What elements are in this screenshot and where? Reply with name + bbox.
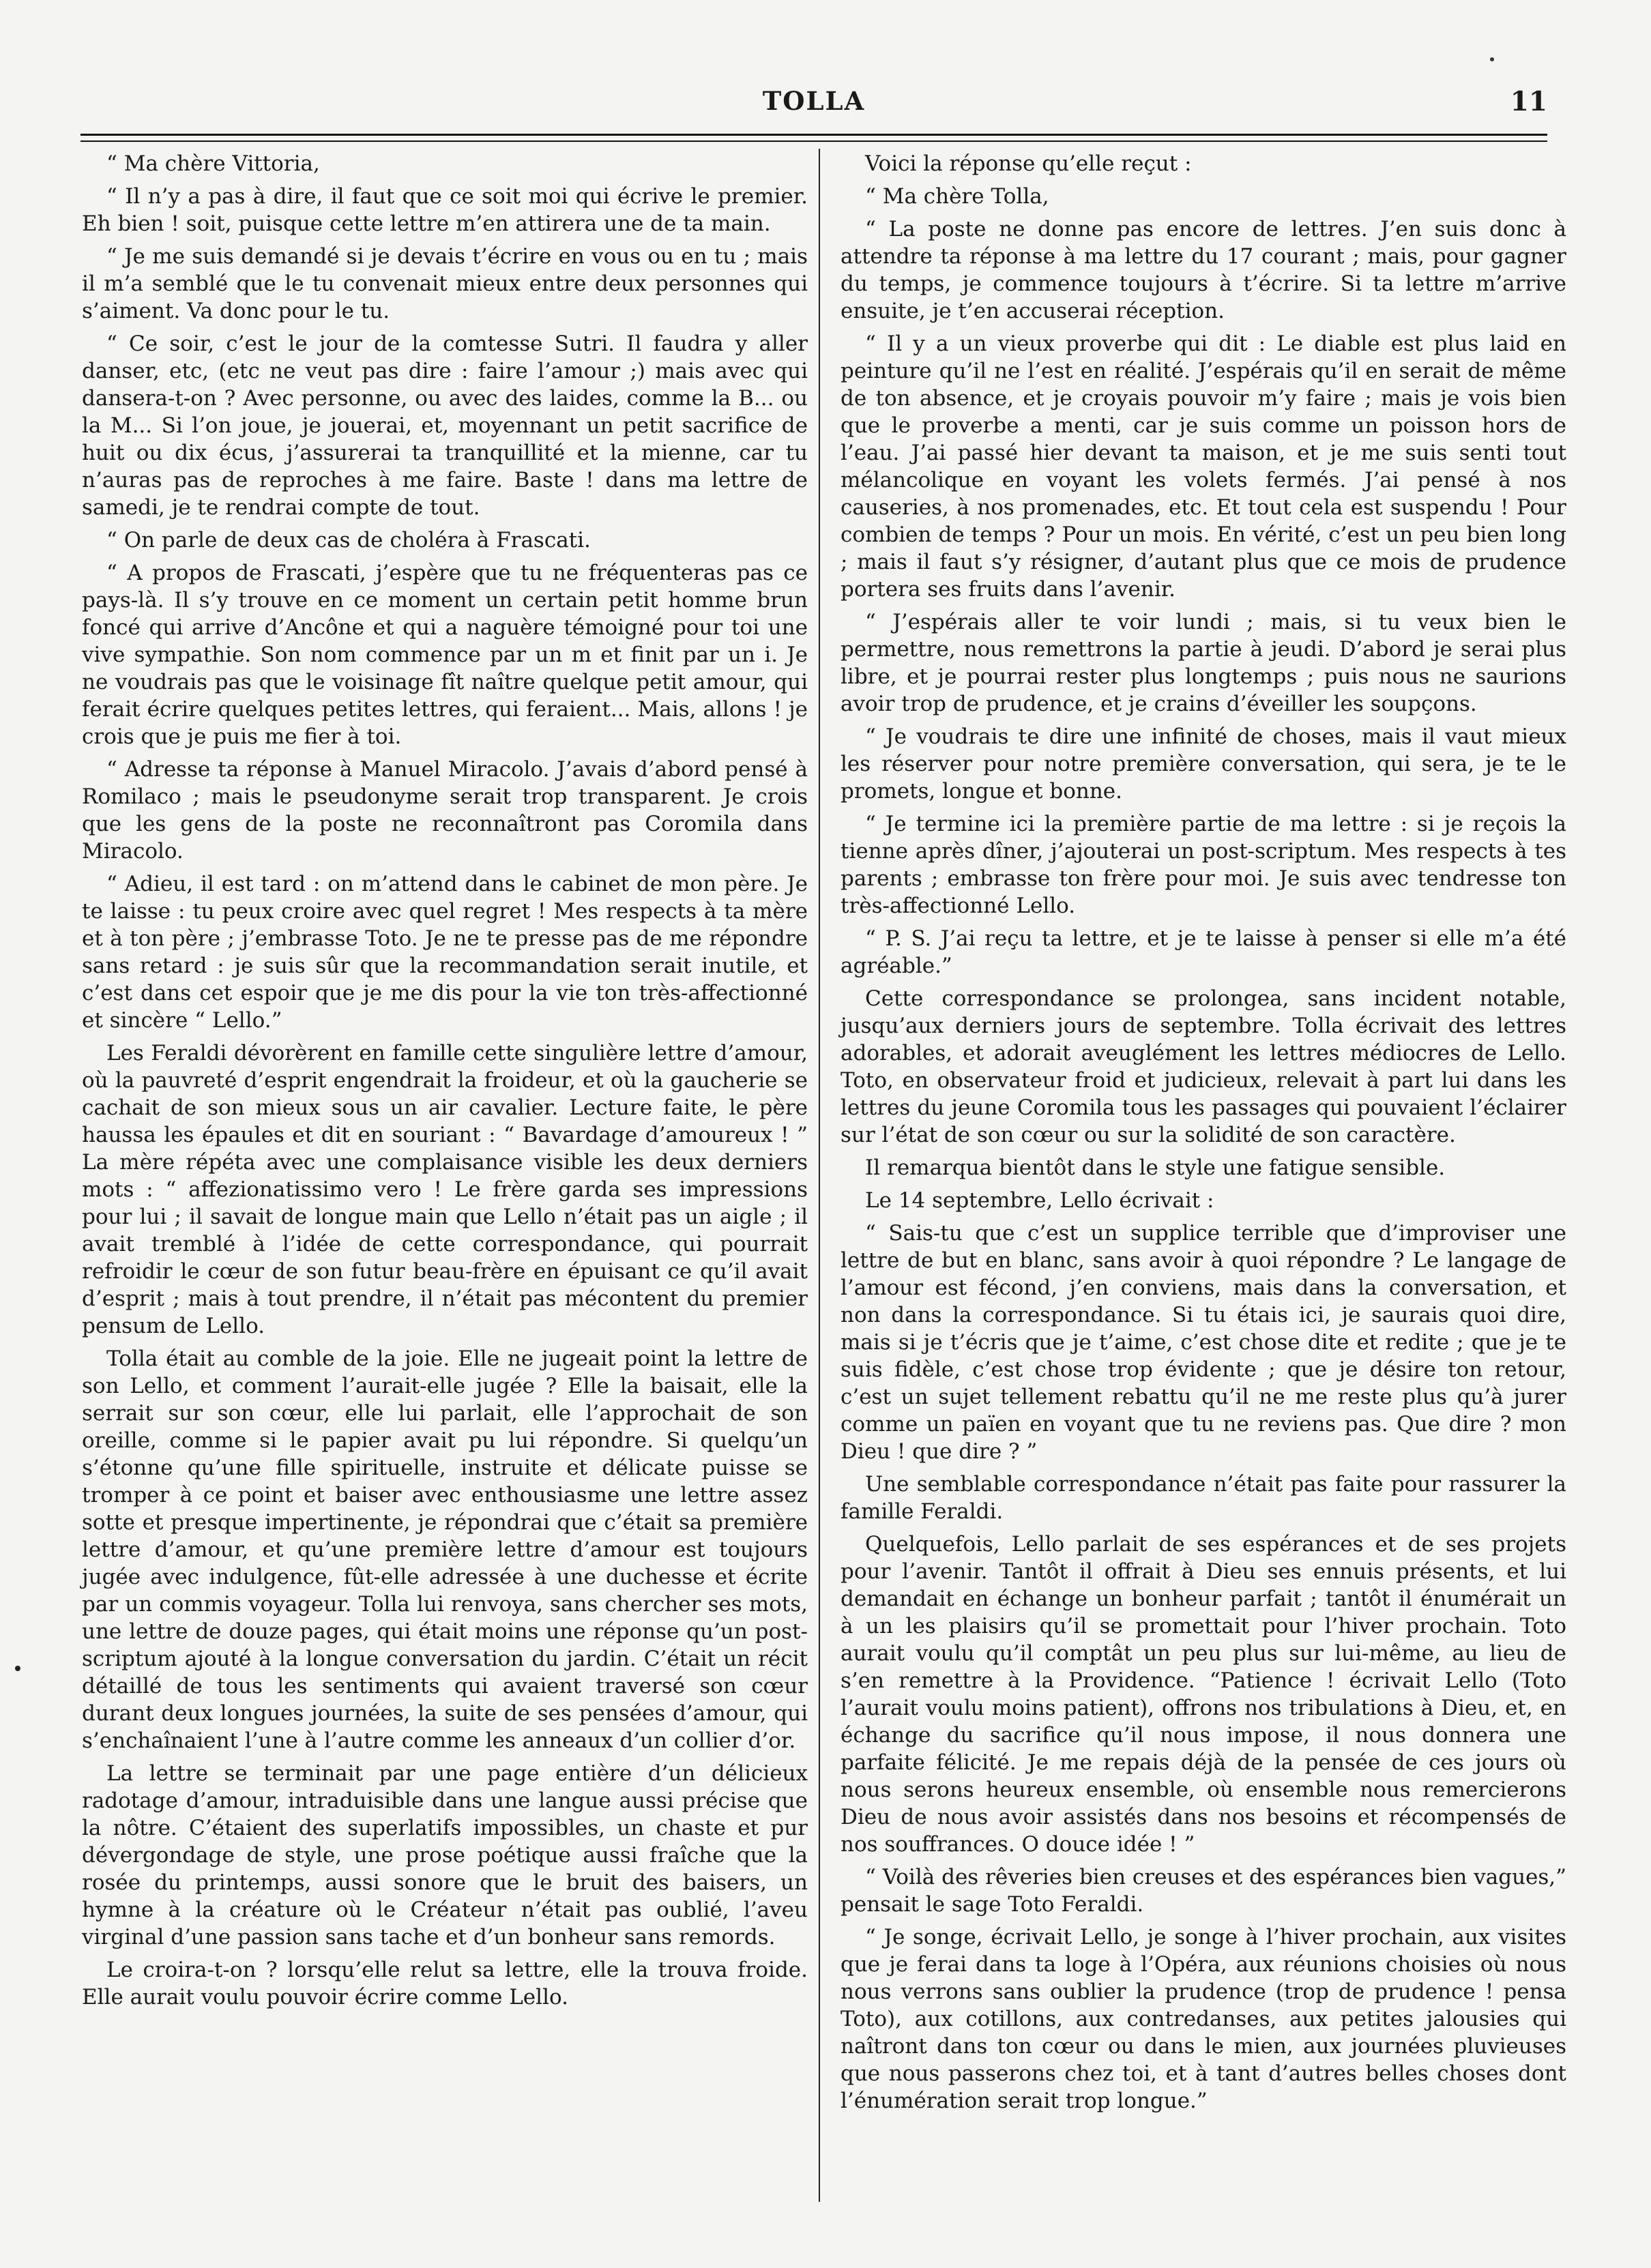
paragraph: “ Voilà des rêveries bien creuses et des espérances bien vagues,” pensait le sage Toto Feraldi. <box>841 1865 1566 1917</box>
paragraph: “ Je me suis demandé si je devais t’écrire en vous ou en tu ; mais il m’a semblé que le tu convenait mieux entre deux personnes qui s’aiment. Va donc pour le tu. <box>82 244 808 323</box>
print-speck <box>1490 57 1494 61</box>
header-rule-thin <box>81 141 1547 142</box>
paragraph: “ Adieu, il est tard : on m’attend dans le cabinet de mon père. Je te laisse : tu peux croire avec quel regret ! Mes respects à ta mère et à ton père ; j’embrasse Toto. Je ne te presse pas de me répondre sans retard : je suis sûr que la recommandation serait inutile, et c’est dans cet espoir que je me dis pour la vie ton très-affectionné et sincère “ Lello.” <box>82 872 808 1033</box>
paragraph: “ Je termine ici la première partie de ma lettre : si je reçois la tienne après dîner, j’ajouterai un post-scriptum. Mes respects à tes parents ; embrasse ton frère pour moi. Je suis avec tendresse ton très-affectionné Lello. <box>841 812 1566 918</box>
paragraph: Les Feraldi dévorèrent en famille cette singulière lettre d’amour, où la pauvreté d’esprit engendrait la froideur, et où la gaucherie se cachait de son mieux sous un air cavalier. Lecture faite, le père haussa les épaules et dit en souriant : “ Bavardage d’amoureux ! ” La mère répéta avec une complaisance visible les deux derniers mots : “ affezionatissimo vero ! Le frère garda ses impressions pour lui ; il savait de longue main que Lello n’était pas un aigle ; il avait tremblé à l’idée de cette correspondance, qui pourrait refroidir le cœur de son futur beau-frère en épuisant ce qu’il avait d’esprit ; mais à tout prendre, il n’était pas mécontent du premier pensum de Lello. <box>82 1041 808 1338</box>
page-number: 11 <box>1510 86 1547 117</box>
paragraph: Une semblable correspondance n’était pas faite pour rassurer la famille Feraldi. <box>841 1472 1566 1524</box>
paragraph: “ P. S. J’ai reçu ta lettre, et je te laisse à penser si elle m’a été agréable.” <box>841 926 1566 978</box>
paragraph: “ A propos de Frascati, j’espère que tu ne fréquenteras pas ce pays-là. Il s’y trouve en ce moment un certain petit homme brun foncé qui arrive d’Ancône et qui a naguère témoigné pour toi une vive sympathie. Son nom commence par un m et finit par un i. Je ne voudrais pas que le voisinage fît naître quelque petit amour, qui ferait écrire quelques petites lettres, qui feraient... Mais, allons ! je crois que je puis me fier à toi. <box>82 561 808 749</box>
paragraph: “ Ce soir, c’est le jour de la comtesse Sutri. Il faudra y aller danser, etc, (etc ne veut pas dire : faire l’amour ;) mais avec qui dansera-t-on ? Avec personne, ou avec des laides, comme la B... ou la M... Si l’on joue, je jouerai, et, moyennant un petit sacrifice de huit ou dix écus, j’assurerai ta tranquillité et la mienne, car tu n’auras pas de reproches à me faire. Baste ! dans ma lettre de samedi, je te rendrai compte de tout. <box>82 332 808 520</box>
paragraph: La lettre se terminait par une page entière d’un délicieux radotage d’amour, intraduisible dans une langue aussi précise que la nôtre. C’étaient des superlatifs impossibles, un chaste et pur dévergondage de style, une prose poétique aussi fraîche que la rosée du printemps, aussi sonore que le bruit des baisers, un hymne à la créature où le Créateur n’était pas oublié, l’aveu virginal d’une passion sans tache et d’un bonheur sans remords. <box>82 1761 808 1949</box>
paragraph: Le 14 septembre, Lello écrivait : <box>865 1188 1214 1213</box>
paragraph: Il remarqua bientôt dans le style une fatigue sensible. <box>865 1155 1446 1180</box>
column-divider <box>819 149 820 2202</box>
paragraph: Quelquefois, Lello parlait de ses espérances et de ses projets pour l’avenir. Tantôt il offrait à Dieu ses ennuis présents, et lui demandait en échange un bonheur parfait ; tantôt il énumérait un à un les plaisirs qu’il se promettait pour l’hiver prochain. Toto aurait voulu qu’il comptât un peu plus sur lui-même, au lieu de s’en remettre à la Providence. “Patience ! écrivait Lello (Toto l’aurait voulu moins patient), offrons nos tribulations à Dieu, et, en échange du sacrifice qu’il nous impose, il nous donnera une parfaite félicité. Je me repais déjà de la pensée de ces jours où nous serons heureux ensemble, où ensemble nous remercierons Dieu de nous avoir assistés dans nos besoins et récompensés de nos souffrances. O douce idée ! ” <box>841 1532 1566 1857</box>
paragraph: “ La poste ne donne pas encore de lettres. J’en suis donc à attendre ta réponse à ma lettre du 17 courant ; mais, pour gagner du temps, je commence toujours à t’écrire. Si ta lettre m’arrive ensuite, je t’en accuserai réception. <box>841 217 1566 323</box>
paragraph: “ Il y a un vieux proverbe qui dit : Le diable est plus laid en peinture qu’il ne l’est en réalité. J’espérais qu’il en serait de même de ton absence, et je croyais pouvoir m’y faire ; mais je vois bien que le proverbe a menti, car je suis comme un poisson hors de l’eau. J’ai passé hier devant ta maison, et je me suis senti tout mélancolique en voyant les volets fermés. J’ai pensé à nos causeries, à nos promenades, etc. Et tout cela est suspendu ! Pour combien de temps ? Pour un mois. En vérité, c’est un peu bien long ; mais il faut s’y résigner, d’autant plus que ce mois de prudence portera ses fruits dans l’avenir. <box>841 332 1566 602</box>
paragraph: “ Ma chère Vittoria, <box>106 151 320 176</box>
right-column <box>841 150 1566 2120</box>
margin-dot <box>15 1666 20 1671</box>
paragraph: “ On parle de deux cas de choléra à Frascati. <box>106 528 591 553</box>
paragraph: “ Je voudrais te dire une infinité de choses, mais il vaut mieux les réserver pour notre première conversation, qui sera, je te le promets, longue et bonne. <box>841 724 1566 804</box>
header-rule-thick <box>81 134 1547 136</box>
paragraph: Cette correspondance se prolongea, sans incident notable, jusqu’aux derniers jours de septembre. Tolla écrivait des lettres adorables, et adorait aveuglément les lettres médiocres de Lello. Toto, en observateur froid et judicieux, relevait à part lui dans les lettres du jeune Coromila tous les passages qui pouvaient l’éclairer sur l’état de son cœur ou sur la solidité de son caractère. <box>841 986 1566 1147</box>
running-title: TOLLA <box>762 86 866 116</box>
paragraph: “ Je songe, écrivait Lello, je songe à l’hiver prochain, aux visites que je ferai dans ta loge à l’Opéra, aux réunions choisies où nous nous verrons sans oublier la prudence (trop de prudence ! pensa Toto), aux cotillons, aux contredanses, aux petites jalousies qui naîtront dans ton cœur ou dans le mien, aux journées pluvieuses que nous passerons chez toi, et à tant d’autres belles choses dont l’énumération serait trop longue.” <box>841 1925 1566 2113</box>
paragraph: “ Sais-tu que c’est un supplice terrible que d’improviser une lettre de but en blanc, sans avoir à quoi répondre ? Le langage de l’amour est fécond, j’en conviens, mais dans la conversation, et non dans la correspondance. Si tu étais ici, je saurais quoi dire, mais si je t’écris que je t’aime, c’est chose dite et redite ; que je te suis fidèle, c’est chose trop évidente ; que je désire ton retour, c’est un sujet tellement rebattu qu’il ne me reste plus qu’à jurer comme un païen en voyant que tu ne reviens pas. Que dire ? mon Dieu ! que dire ? ” <box>841 1221 1566 1464</box>
paragraph: Tolla était au comble de la joie. Elle ne jugeait point la lettre de son Lello, et comment l’aurait-elle jugée ? Elle la baisait, elle la serrait sur son cœur, elle lui parlait, elle l’approchait de son oreille, comme si le papier avait pu lui répondre. Si quelqu’un s’étonne qu’une fille spirituelle, instruite et délicate puisse se tromper à ce point et baiser avec enthousiasme une lettre assez sotte et presque impertinente, je répondrai que c’était sa première lettre d’amour, et qu’une première lettre d’amour est toujours jugée avec indulgence, fût-elle adressée à une duchesse et écrite par un commis voyageur. Tolla lui renvoya, sans chercher ses mots, une lettre de douze pages, qui était moins une réponse qu’un post-scriptum ajouté à la longue conversation du jardin. C’était un récit détaillé de tous les sentiments qui avaient traversé son cœur durant deux longues journées, la suite de ses pensées d’amour, qui s’enchaînaient l’une à l’autre comme les anneaux d’un collier d’or. <box>82 1346 808 1753</box>
paragraph: “ Ma chère Tolla, <box>865 184 1049 209</box>
page-header <box>81 80 1547 128</box>
paragraph: “ Adresse ta réponse à Manuel Miracolo. J’avais d’abord pensé à Romilaco ; mais le pseudonyme serait trop transparent. Je crois que les gens de la poste ne reconnaîtront pas Coromila dans Miracolo. <box>82 757 808 864</box>
left-column <box>82 150 808 2016</box>
paragraph: “ Il n’y a pas à dire, il faut que ce soit moi qui écrive le premier. Eh bien ! soit, puisque cette lettre m’en attirera une de ta main. <box>82 184 808 236</box>
paragraph: Voici la réponse qu’elle reçut : <box>865 151 1192 176</box>
paragraph: Le croira-t-on ? lorsqu’elle relut sa lettre, elle la trouva froide. Elle aurait voulu pouvoir écrire comme Lello. <box>82 1958 808 2009</box>
paragraph: “ J’espérais aller te voir lundi ; mais, si tu veux bien le permettre, nous remettrons la partie à jeudi. D’abord je serai plus libre, et je pourrai rester plus longtemps ; puis nous ne saurions avoir trop de prudence, et je crains d’éveiller les soupçons. <box>841 610 1566 716</box>
